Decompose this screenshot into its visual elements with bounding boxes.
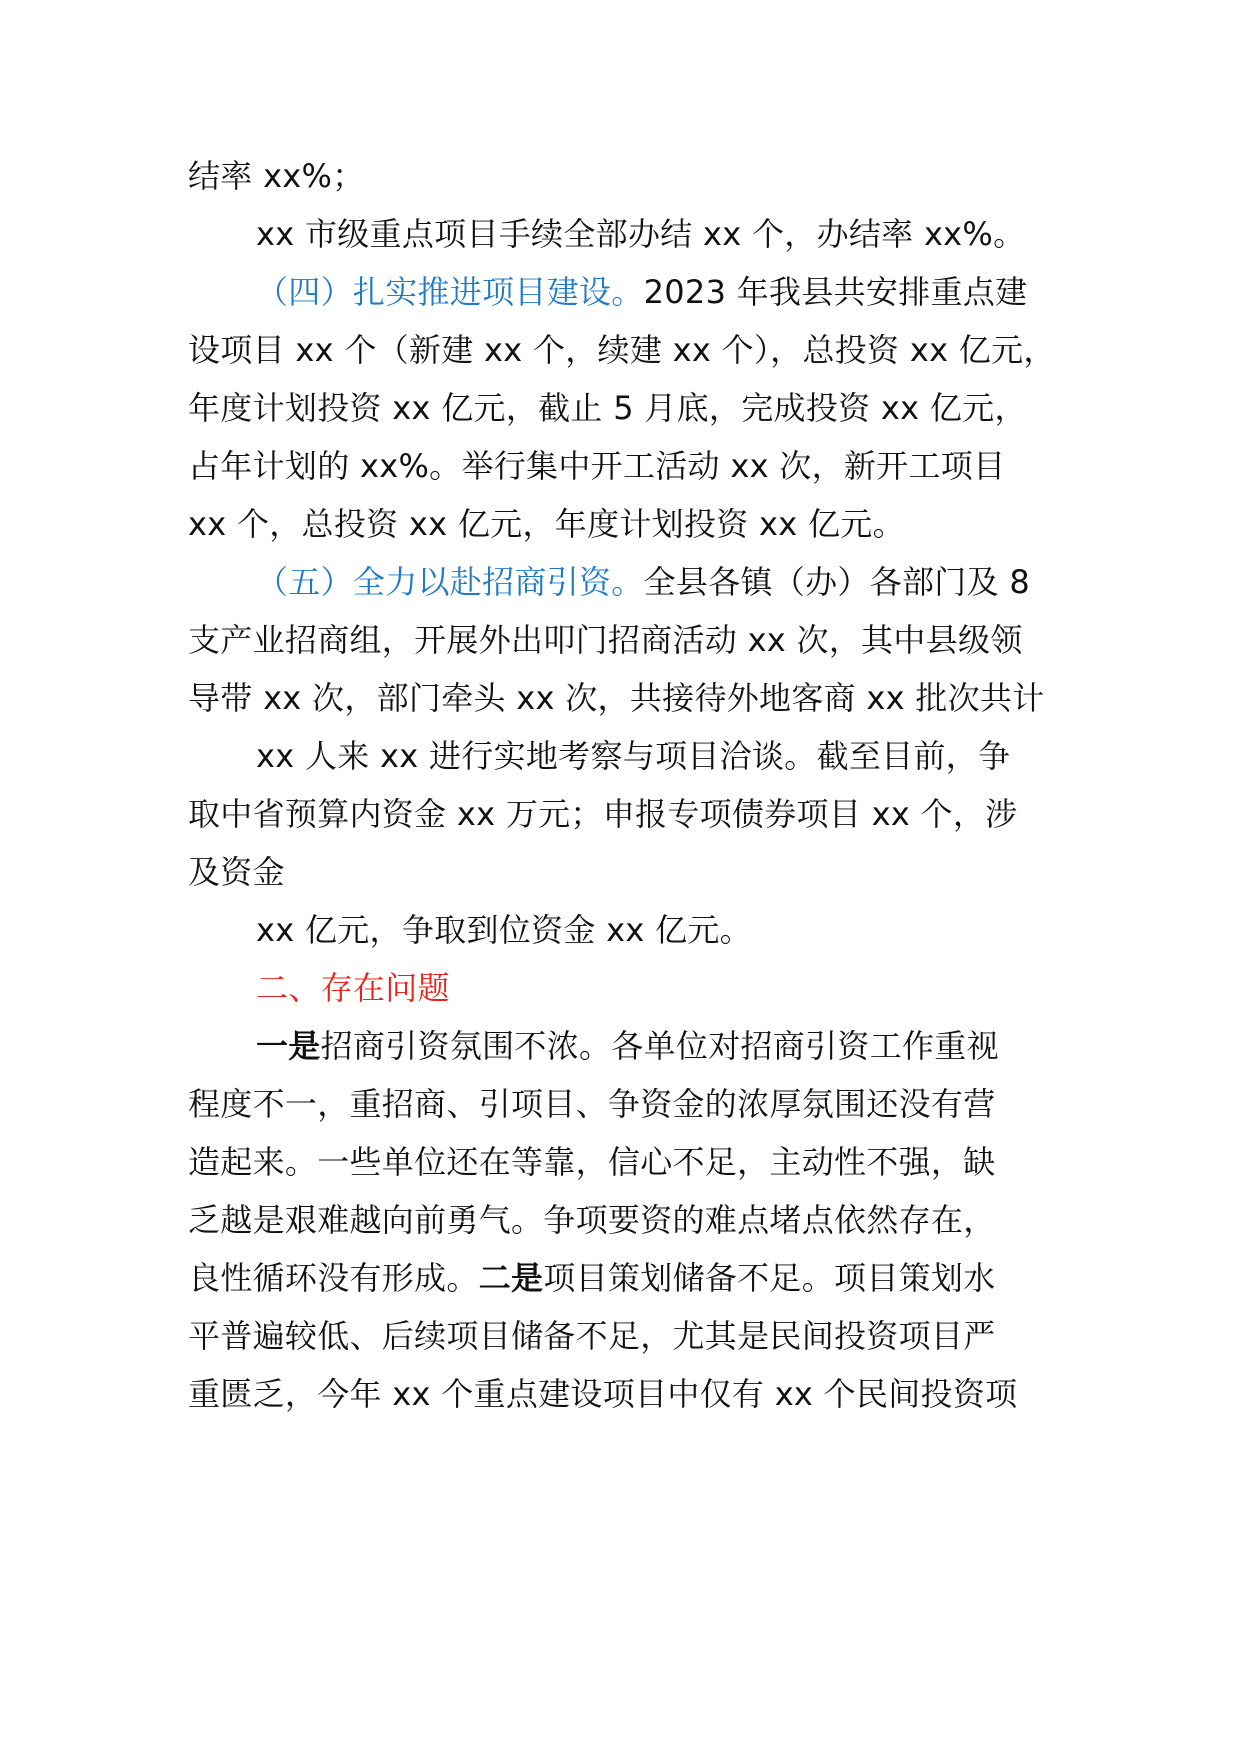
paragraph-line: [188, 620, 1023, 660]
body-text: 2023 年我县共安排重点建: [643, 273, 1028, 311]
body-text: 占年计划的 xx%。举行集中开工活动 xx 次，新开工项目: [188, 447, 1006, 485]
section-heading-problems: 二、存在问题: [256, 969, 450, 1007]
body-text: 造起来。一些单位还在等靠，信心不足，主动性不强，缺: [188, 1143, 996, 1181]
paragraph-line: [188, 1142, 996, 1182]
paragraph-line: [256, 562, 1030, 602]
body-text: 设项目 xx 个（新建 xx 个，续建 xx 个），总投资 xx 亿元，: [188, 331, 1056, 369]
body-text: 全县各镇（办）各部门及 8: [643, 563, 1031, 601]
body-text: 招商引资氛围不浓。各单位对招商引资工作重视: [320, 1027, 999, 1065]
paragraph-line: [256, 968, 450, 1008]
body-text: 良性循环没有形成。: [188, 1259, 479, 1297]
paragraph-line: [256, 910, 752, 950]
body-text: 及资金: [188, 853, 285, 891]
body-text: 取中省预算内资金 xx 万元；申报专项债券项目 xx 个，涉: [188, 795, 1018, 833]
body-text: xx 个，总投资 xx 亿元，年度计划投资 xx 亿元。: [188, 505, 905, 543]
paragraph-line: [256, 214, 1025, 254]
paragraph-line: [188, 678, 1045, 718]
section-heading-4: （四）扎实推进项目建设。: [256, 273, 644, 311]
paragraph-line: [188, 1316, 996, 1356]
body-text: 项目策划储备不足。项目策划水: [543, 1259, 996, 1297]
paragraph-line: [188, 1374, 1017, 1414]
paragraph-line: [188, 1084, 996, 1124]
paragraph-line: [256, 736, 1010, 776]
paragraph-line: [256, 1026, 999, 1066]
paragraph-line: [188, 1258, 996, 1298]
paragraph-line: [188, 388, 1027, 428]
body-text: xx 市级重点项目手续全部办结 xx 个，办结率 xx%。: [256, 215, 1026, 253]
paragraph-line: [188, 504, 905, 544]
body-text: xx 人来 xx 进行实地考察与项目洽谈。截至目前，争: [256, 737, 1011, 775]
paragraph-line: [188, 1200, 996, 1240]
emphasis-label: 一是: [256, 1027, 321, 1065]
body-text: xx 亿元，争取到位资金 xx 亿元。: [256, 911, 752, 949]
paragraph-line: [188, 156, 365, 196]
paragraph-line: [188, 852, 285, 892]
paragraph-line: [188, 330, 1056, 370]
body-text: 结率 xx%；: [188, 157, 365, 195]
body-text: 年度计划投资 xx 亿元，截止 5 月底，完成投资 xx 亿元，: [188, 389, 1027, 427]
paragraph-line: [256, 272, 1027, 312]
paragraph-line: [188, 446, 1005, 486]
body-text: 支产业招商组，开展外出叩门招商活动 xx 次，其中县级领: [188, 621, 1023, 659]
emphasis-label: 二是: [478, 1259, 544, 1297]
paragraph-line: [188, 794, 1017, 834]
body-text: 重匮乏，今年 xx 个重点建设项目中仅有 xx 个民间投资项: [188, 1375, 1018, 1413]
body-text: 平普遍较低、后续项目储备不足，尤其是民间投资项目严: [188, 1317, 996, 1355]
section-heading-5: （五）全力以赴招商引资。: [256, 563, 644, 601]
body-text: 程度不一，重招商、引项目、争资金的浓厚氛围还没有营: [188, 1085, 996, 1123]
body-text: 导带 xx 次，部门牵头 xx 次，共接待外地客商 xx 批次共计: [188, 679, 1045, 717]
body-text: 乏越是艰难越向前勇气。争项要资的难点堵点依然存在，: [188, 1201, 996, 1239]
